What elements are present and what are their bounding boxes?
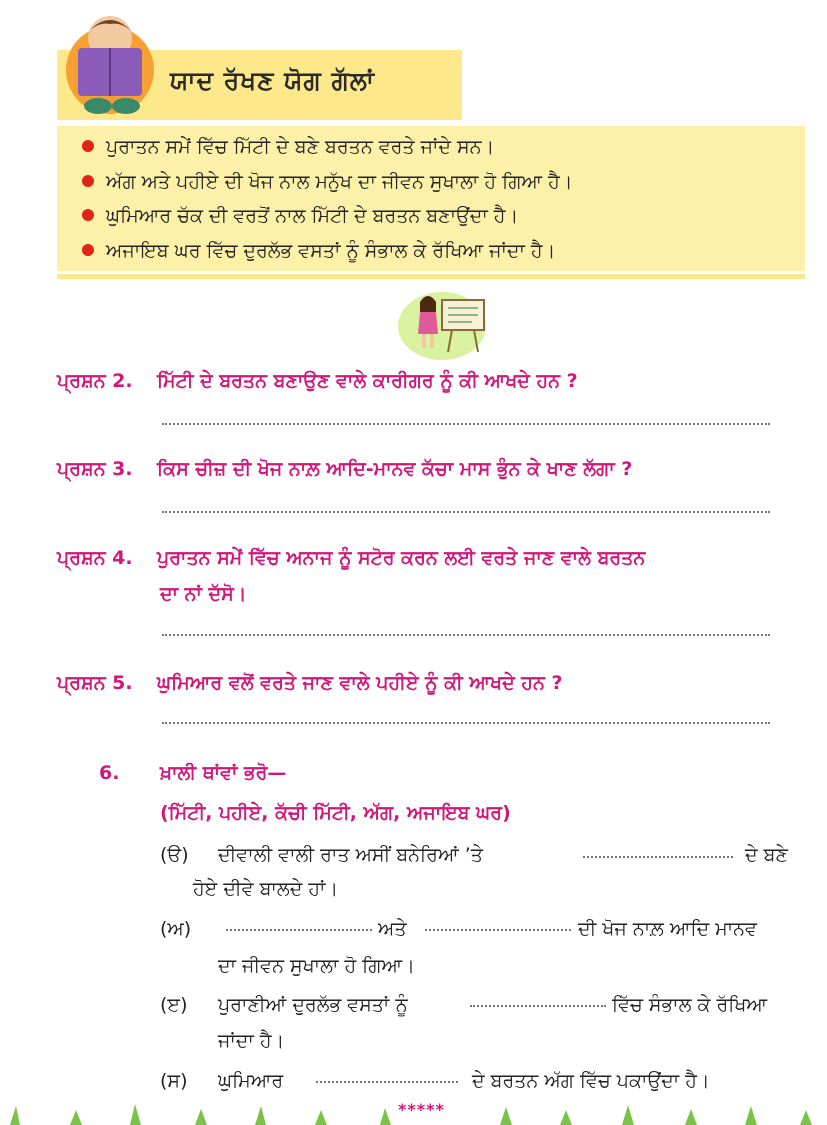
section-number: 6. [99,762,120,784]
item-text: ਵਿੱਚ ਸੰਭਾਲ ਕੇ ਰੱਖਿਆ [612,994,768,1016]
item-text: ਦੇ ਬਰਤਨ ਅੱਗ ਵਿੱਚ ਪਕਾਉਂਦਾ ਹੈ। [472,1070,710,1092]
question-text-continued: ਦਾ ਨਾਂ ਦੱਸੋ। [160,583,247,605]
list-item-text: ਘੁਮਿਆਰ ਚੱਕ ਦੀ ਵਰਤੋਂ ਨਾਲ ਮਿੱਟੀ ਦੇ ਬਰਤਨ ਬਣਾਉਂਦਾ ਹੈ। [106,205,519,227]
list-item-text: ਪੁਰਾਤਨ ਸਮੇਂ ਵਿੱਚ ਮਿੱਟੀ ਦੇ ਬਣੇ ਬਰਤਨ ਵਰਤੇ ਜਾਂਦੇ ਸਨ। [106,136,495,158]
item-text: ਹੋਏ ਦੀਵੇ ਬਾਲਦੇ ਹਾਂ। [193,878,339,900]
question-text: ਪੁਰਾਤਨ ਸਮੇਂ ਵਿੱਚ ਅਨਾਜ ਨੂੰ ਸਟੋਰ ਕਰਨ ਲਈ ਵਰਤੇ ਜਾਣ ਵਾਲੇ ਬਰਤਨ [157,547,646,569]
section-title: ਖ਼ਾਲੀ ਥਾਂਵਾਂ ਭਰੋ— [160,762,287,784]
item-mark: (ਅ) [160,918,192,940]
question-label: ਪ੍ਰਸ਼ਨ 3. [57,458,133,480]
question-text: ਕਿਸ ਚੀਜ਼ ਦੀ ਖੋਜ ਨਾਲ਼ ਆਦਿ-ਮਾਨਵ ਕੱਚਾ ਮਾਸ ਭੁੰਨ ਕੇ ਖਾਣ ਲੱਗਾ ? [157,458,633,480]
question-text: ਘੁਮਿਆਰ ਵਲੋਂ ਵਰਤੇ ਜਾਣ ਵਾਲੇ ਪਹੀਏ ਨੂੰ ਕੀ ਆਖਦੇ ਹਨ ? [157,672,563,694]
item-mark: (ੳ) [160,844,189,866]
blank-field[interactable] [226,929,372,931]
blank-field[interactable] [470,1005,606,1007]
item-text: ਜਾਂਦਾ ਹੈ। [218,1030,285,1052]
item-text: ਦੀਵਾਲੀ ਵਾਲੀ ਰਾਤ ਅਸੀਂ ਬਨੇਰਿਆਂ ’ਤੇ [218,844,483,866]
list-item-text: ਅੱਗ ਅਤੇ ਪਹੀਏ ਦੀ ਖੋਜ ਨਾਲ ਮਨੁੱਖ ਦਾ ਜੀਵਨ ਸੁਖਾਲਾ ਹੋ ਗਿਆ ਹੈ। [106,171,573,193]
answer-line[interactable] [162,423,770,425]
list-item [82,171,573,193]
item-text: ਪੁਰਾਣੀਆਂ ਦੁਰਲੱਭ ਵਸਤਾਂ ਨੂੰ [218,994,408,1016]
list-item [82,136,494,158]
page-title: ਯਾਦ ਰੱਖਣ ਯੋਗ ਗੱਲਾਂ [170,66,375,95]
blank-field[interactable] [425,929,571,931]
item-text: ਦੇ ਬਣੇ [745,844,788,866]
word-bank: (ਮਿੱਟੀ, ਪਹੀਏ, ਕੱਚੀ ਮਿੱਟੀ, ਅੱਗ, ਅਜਾਇਬ ਘਰ) [160,802,511,824]
bullet-icon [82,175,94,187]
item-mark: (ਸ) [160,1070,188,1092]
question-label: ਪ੍ਰਸ਼ਨ 5. [57,672,133,694]
question-2 [57,370,578,392]
question-4 [57,547,645,569]
bullet-icon [82,244,94,256]
list-item [82,240,555,262]
question-label: ਪ੍ਰਸ਼ਨ 2. [57,370,133,392]
end-stars: ***** [398,1100,445,1119]
question-label: ਪ੍ਰਸ਼ਨ 4. [57,547,133,569]
teacher-at-board-illustration [392,282,492,362]
item-mark: (ੲ) [160,994,188,1016]
bullet-icon [82,140,94,152]
question-text: ਮਿੱਟੀ ਦੇ ਬਰਤਨ ਬਣਾਉਣ ਵਾਲੇ ਕਾਰੀਗਰ ਨੂੰ ਕੀ ਆਖਦੇ ਹਨ ? [157,370,578,392]
list-item [82,205,518,227]
blank-field[interactable] [316,1081,458,1083]
item-text: ਘੁਮਿਆਰ [218,1070,284,1092]
item-text: ਅਤੇ [378,918,407,940]
question-3 [57,458,632,480]
answer-line[interactable] [162,511,770,513]
blank-field[interactable] [583,856,733,858]
item-text: ਦੀ ਖੋਜ ਨਾਲ਼ ਆਦਿ ਮਾਨਵ [578,918,757,940]
answer-line[interactable] [162,722,770,724]
question-5 [57,672,562,694]
list-item-text: ਅਜਾਇਬ ਘਰ ਵਿੱਚ ਦੁਰਲੱਭ ਵਸਤਾਂ ਨੂੰ ਸੰਭਾਲ ਕੇ ਰੱਖਿਆ ਜਾਂਦਾ ਹੈ। [106,240,556,262]
divider [57,274,805,279]
bullet-icon [82,209,94,221]
reading-boy-illustration [60,10,160,120]
answer-line[interactable] [162,634,770,636]
item-text: ਦਾ ਜੀਵਨ ਸੁਖਾਲਾ ਹੋ ਗਿਆ। [218,955,415,977]
